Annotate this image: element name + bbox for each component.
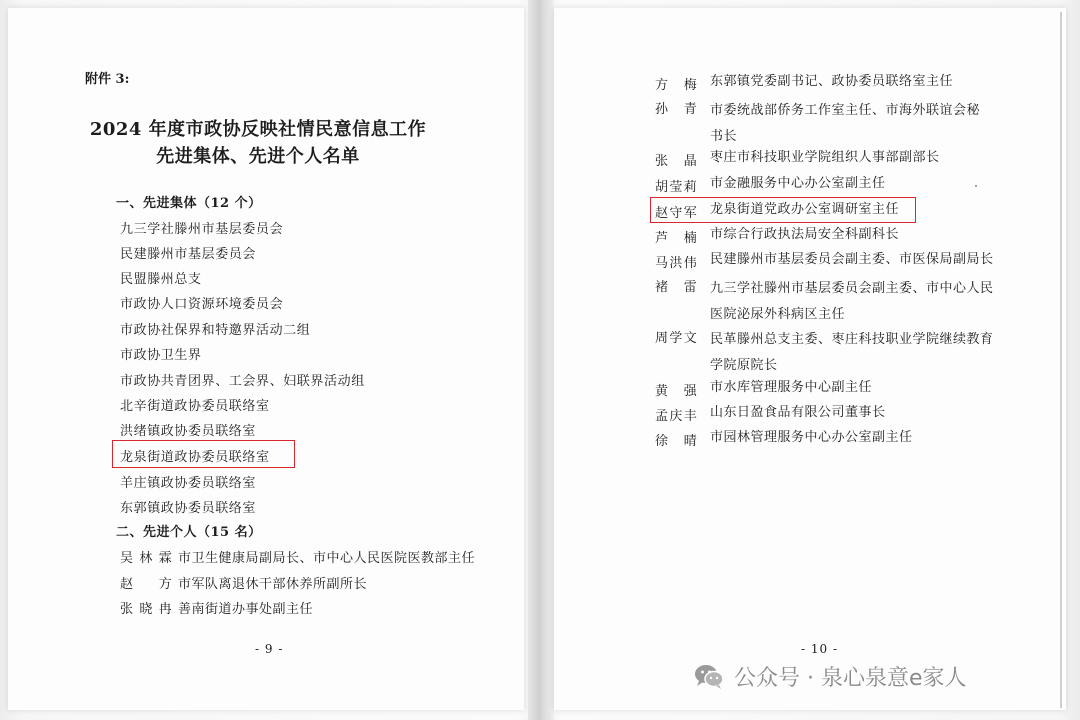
person-name: 徐晴	[655, 434, 697, 449]
red-highlight-box	[112, 440, 295, 468]
person-name: 芦楠	[655, 231, 697, 246]
person-title: 山东日盈食品有限公司董事长	[710, 405, 886, 420]
org-list-item: 民盟滕州总支	[120, 272, 202, 287]
person-name: 赵方	[120, 577, 172, 592]
document-title-line2: 先进集体、先进个人名单	[156, 146, 360, 167]
person-title: 民建滕州市基层委员会副主委、市医保局副局长	[710, 252, 994, 267]
scan-speck	[975, 185, 977, 187]
org-list-item: 市政协卫生界	[120, 348, 202, 363]
person-title: 民革滕州总支主委、枣庄科技职业学院继续教育学院原院长	[710, 332, 994, 373]
org-list-item: 洪绪镇政协委员联络室	[120, 424, 257, 439]
person-title: 枣庄市科技职业学院组织人事部副部长	[710, 150, 940, 165]
org-list-item: 民建滕州市基层委员会	[120, 247, 257, 262]
person-title: 九三学社滕州市基层委员会副主委、市中心人民医院泌尿外科病区主任	[710, 281, 994, 322]
person-name: 吴林霖	[120, 551, 172, 566]
wechat-watermark	[692, 656, 967, 696]
org-list-item-highlighted: 龙泉街道政协委员联络室	[120, 450, 270, 465]
page-edge	[1060, 12, 1062, 708]
org-list-item: 市政协人口资源环境委员会	[120, 297, 284, 312]
page-number-right: - 10 -	[801, 642, 839, 656]
person-name: 赵守军	[655, 206, 697, 221]
page-number-left: - 9 -	[255, 642, 284, 656]
org-list-item: 北辛街道政协委员联络室	[120, 399, 270, 414]
person-name: 孙青	[655, 102, 697, 117]
section1-heading: 一、先进集体（12 个）	[116, 196, 262, 211]
person-name: 张晓冉	[120, 602, 172, 617]
person-name: 张晶	[655, 154, 697, 169]
red-highlight-box	[650, 197, 916, 223]
attachment-label: 附件 3:	[85, 72, 130, 87]
book-spine	[528, 0, 554, 720]
person-title: 市金融服务中心办公室副主任	[710, 176, 886, 191]
wechat-icon	[692, 659, 726, 693]
section2-heading: 二、先进个人（15 名）	[116, 525, 262, 540]
person-title: 市卫生健康局副局长、市中心人民医院医教部主任	[178, 551, 476, 566]
watermark-text: 公众号 · 泉心泉意e家人	[734, 665, 967, 691]
person-title: 市军队离退休干部休养所副所长	[178, 577, 368, 592]
person-title: 市水库管理服务中心副主任	[710, 380, 873, 395]
person-name: 胡莹莉	[655, 180, 697, 195]
person-name: 马洪伟	[655, 256, 697, 271]
person-title: 龙泉街道党政办公室调研室主任	[710, 202, 900, 217]
person-name: 孟庆丰	[655, 409, 697, 424]
person-title: 市园林管理服务中心办公室副主任	[710, 430, 913, 445]
org-list-item: 市政协共青团界、工会界、妇联界活动组	[120, 374, 365, 389]
person-name: 褚雷	[655, 280, 697, 295]
document-title-line1: 2024 年度市政协反映社情民意信息工作	[89, 119, 427, 140]
person-name: 方梅	[655, 78, 697, 93]
person-title: 善南街道办事处副主任	[178, 602, 314, 617]
org-list-item: 羊庄镇政协委员联络室	[120, 476, 257, 491]
person-title: 市委统战部侨务工作室主任、市海外联谊会秘书长	[710, 103, 981, 144]
person-title: 市综合行政执法局安全科副科长	[710, 227, 900, 242]
org-list-item: 东郭镇政协委员联络室	[120, 501, 257, 516]
org-list-item: 市政协社保界和特邀界活动二组	[120, 323, 311, 338]
person-name: 周学文	[655, 331, 697, 346]
org-list-item: 九三学社滕州市基层委员会	[120, 222, 284, 237]
person-name: 黄强	[655, 384, 697, 399]
person-title: 东郭镇党委副书记、政协委员联络室主任	[710, 74, 954, 89]
